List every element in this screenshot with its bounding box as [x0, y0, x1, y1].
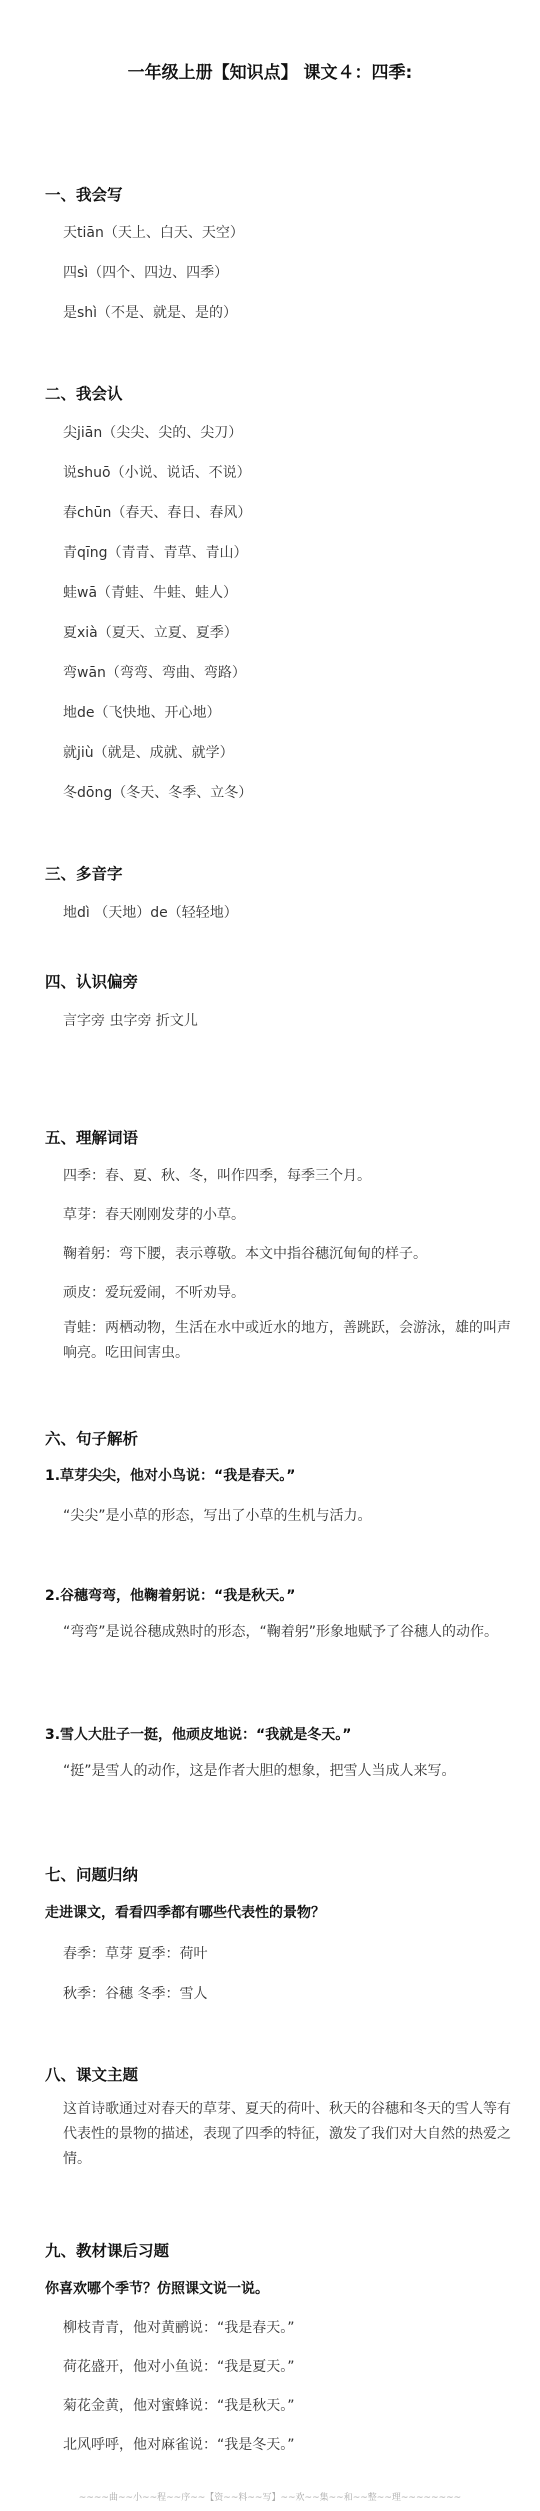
list-item: 地dì （天地）de（轻轻地）	[63, 905, 238, 921]
sentence-question: 3.雪人大肚子一挺，他顽皮地说：“我就是冬天。”	[45, 1727, 352, 1743]
list-item: 北风呼呼，他对麻雀说：“我是冬天。”	[63, 2437, 295, 2453]
list-item: 地de（飞快地、开心地）	[63, 705, 221, 721]
theme-text: 这首诗歌通过对春天的草芽、夏天的荷叶、秋天的谷穗和冬天的雪人等有代表性的景物的描述，表现了四季的特征，激发了我们对大自然的热爱之情。	[63, 2101, 511, 2167]
list-item: 草芽：春天刚刚发芽的小草。	[63, 1207, 245, 1223]
list-item: 青qīng（青青、青草、青山）	[63, 545, 248, 561]
list-item: 菊花金黄，他对蜜蜂说：“我是秋天。”	[63, 2398, 295, 2414]
list-item: 鞠着躬：弯下腰，表示尊敬。本文中指谷穗沉甸甸的样子。	[63, 1246, 427, 1262]
section-heading-radicals: 四、认识偏旁	[45, 973, 139, 991]
list-item: 青蛙：两栖动物，生活在水中或近水的地方，善跳跃，会游泳，雄的叫声响亮。吃田间害虫。	[63, 1320, 511, 1361]
list-item: 就jiù（就是、成就、就学）	[63, 745, 234, 761]
list-item: 夏xià（夏天、立夏、夏季）	[63, 625, 238, 641]
page-title: 一年级上册【知识点】 课文４：四季:	[127, 63, 413, 83]
list-item: 是shì（不是、就是、是的）	[63, 305, 238, 321]
section-heading-polyphone: 三、多音字	[45, 865, 123, 883]
list-item: 春季：草芽 夏季：荷叶	[63, 1946, 208, 1962]
sentence-analysis: “挺”是雪人的动作，这是作者大胆的想象，把雪人当成人来写。	[63, 1763, 456, 1779]
list-item: 荷花盛开，他对小鱼说：“我是夏天。”	[63, 2359, 295, 2375]
footer-watermark: ~~~~曲~~小~~程~~序~~【资~~料~~写】~~欢~~集~~和~~整~~理~~~~~~~~	[78, 2493, 462, 2503]
list-item: 天tiān（天上、白天、天空）	[63, 225, 244, 241]
summary-question: 走进课文，看看四季都有哪些代表性的景物？	[45, 1905, 325, 1921]
section-heading-write: 一、我会写	[45, 186, 123, 204]
sentence-question: 2.谷穗弯弯，他鞠着躬说：“我是秋天。”	[45, 1588, 296, 1604]
list-item: 说shuō（小说、说话、不说）	[63, 465, 251, 481]
list-item: 柳枝青青，他对黄鹂说：“我是春天。”	[63, 2320, 295, 2336]
sentence-analysis: “弯弯”是说谷穗成熟时的形态，“鞠着躬”形象地赋予了谷穗人的动作。	[63, 1624, 499, 1640]
list-item: 四sì（四个、四边、四季）	[63, 265, 229, 281]
list-item: 言字旁 虫字旁 折文儿	[63, 1013, 198, 1029]
section-heading-vocabulary: 五、理解词语	[45, 1129, 139, 1147]
section-heading-exercises: 九、教材课后习题	[45, 2242, 170, 2260]
list-item: 尖jiān（尖尖、尖的、尖刀）	[63, 425, 243, 441]
list-item: 春chūn（春天、春日、春风）	[63, 505, 252, 521]
list-item: 冬dōng（冬天、冬季、立冬）	[63, 785, 253, 801]
section-heading-recognize: 二、我会认	[45, 385, 123, 403]
section-heading-summary: 七、问题归纳	[45, 1866, 139, 1884]
section-heading-sentences: 六、句子解析	[45, 1430, 139, 1448]
list-item: 弯wān（弯弯、弯曲、弯路）	[63, 665, 246, 681]
sentence-question: 1.草芽尖尖，他对小鸟说：“我是春天。”	[45, 1468, 296, 1484]
list-item: 四季：春、夏、秋、冬，叫作四季，每季三个月。	[63, 1168, 371, 1184]
list-item: 蛙wā（青蛙、牛蛙、蛙人）	[63, 585, 238, 601]
sentence-analysis: “尖尖”是小草的形态，写出了小草的生机与活力。	[63, 1508, 372, 1524]
exercise-question: 你喜欢哪个季节？仿照课文说一说。	[45, 2281, 269, 2297]
list-item: 顽皮：爱玩爱闹，不听劝导。	[63, 1285, 245, 1301]
list-item: 秋季：谷穗 冬季：雪人	[63, 1986, 208, 2002]
section-heading-theme: 八、课文主题	[45, 2066, 139, 2084]
